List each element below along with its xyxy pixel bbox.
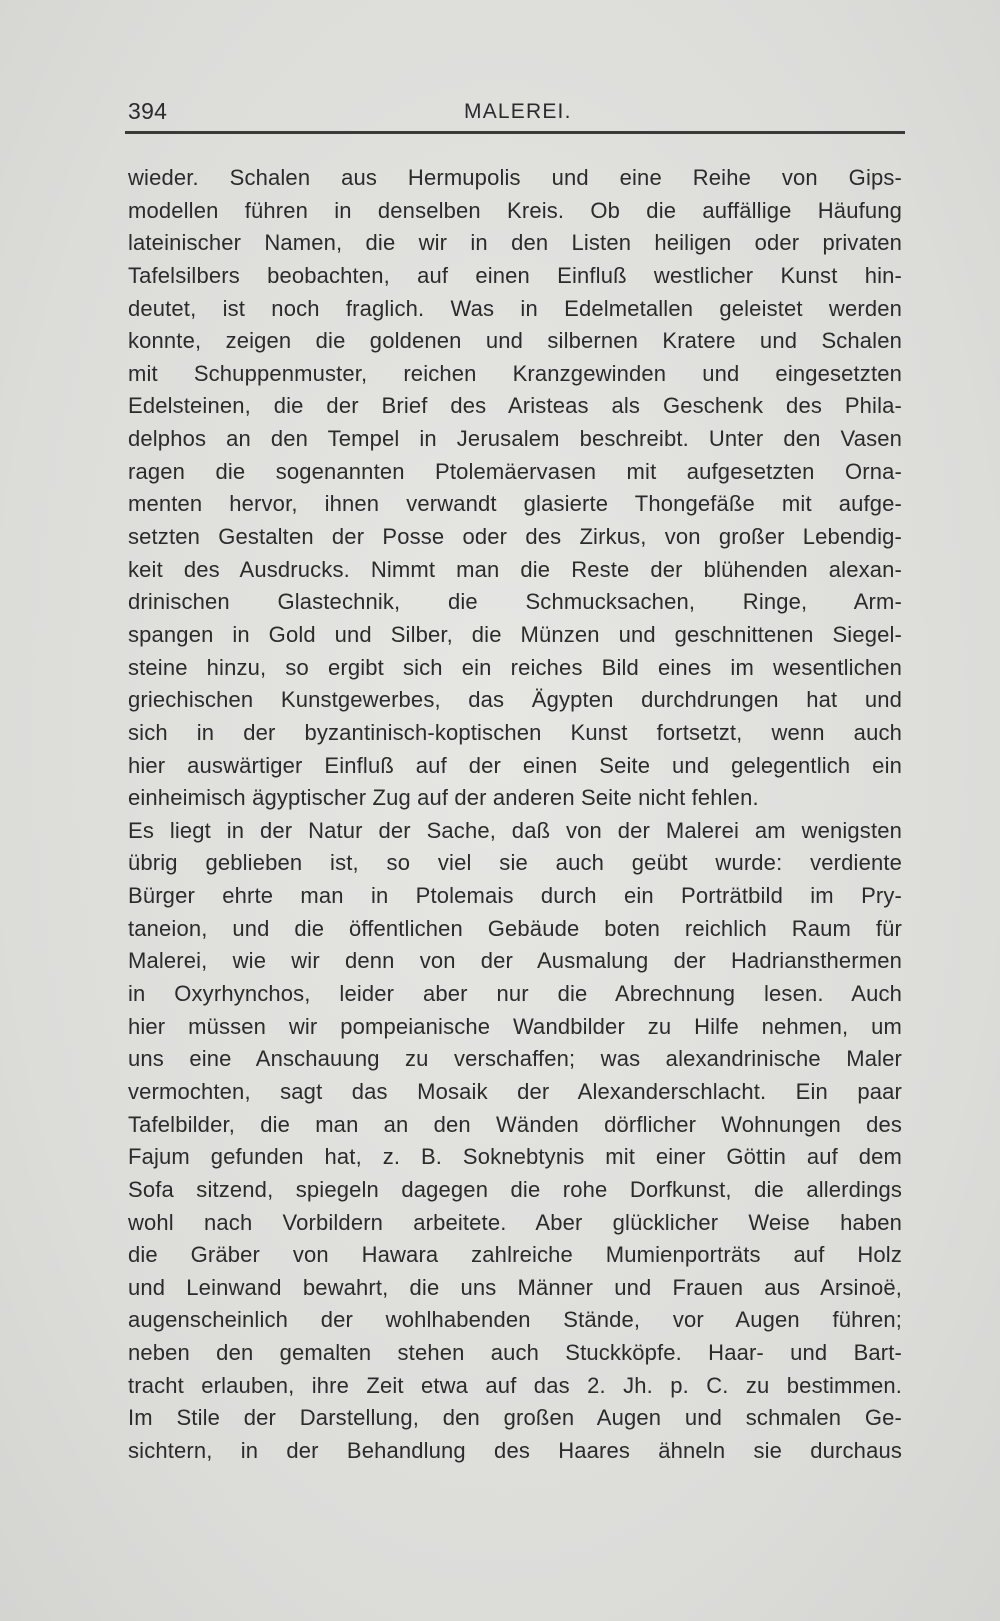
text-line: sich in der byzantinisch-koptischen Kunst fortsetzt, wenn auch	[128, 719, 902, 745]
text-line: drinischen Glastechnik, die Schmucksachen, Ringe, Arm-	[128, 589, 902, 615]
text-line: Bürger ehrte man in Ptolemais durch ein Porträtbild im Pry-	[128, 883, 902, 909]
text-line: und Leinwand bewahrt, die uns Männer und Frauen aus Arsinoë,	[128, 1274, 902, 1300]
text-line: die Gräber von Hawara zahlreiche Mumienporträts auf Holz	[128, 1242, 902, 1268]
text-line: einheimisch ägyptischer Zug auf der anderen Seite nicht fehlen.	[128, 785, 759, 811]
text-line: wohl nach Vorbildern arbeitete. Aber glücklicher Weise haben	[128, 1209, 902, 1235]
running-title: MALEREI.	[464, 100, 572, 123]
text-line: mit Schuppenmuster, reichen Kranzgewinden und eingesetzten	[128, 360, 902, 386]
page-number: 394	[128, 98, 168, 124]
text-line: deutet, ist noch fraglich. Was in Edelmetallen geleistet werden	[128, 295, 902, 321]
text-line: wieder. Schalen aus Hermupolis und eine Reihe von Gips-	[128, 165, 902, 190]
text-line: griechischen Kunstgewerbes, das Ägypten durchdrungen hat und	[128, 687, 902, 713]
text-line: ragen die sogenannten Ptolemäervasen mit aufgesetzten Orna-	[128, 458, 902, 484]
text-line: Tafelsilbers beobachten, auf einen Einfluß westlicher Kunst hin-	[128, 262, 902, 288]
text-line: Im Stile der Darstellung, den großen Augen und schmalen Ge-	[128, 1405, 902, 1431]
text-line: keit des Ausdrucks. Nimmt man die Reste der blühenden alexan-	[128, 556, 902, 582]
text-line: taneion, und die öffentlichen Gebäude boten reichlich Raum für	[128, 915, 902, 941]
text-line: menten hervor, ihnen verwandt glasierte Thongefäße mit aufge-	[128, 491, 902, 517]
page-header	[128, 98, 904, 130]
text-line: Malerei, wie wir denn von der Ausmalung der Hadriansthermen	[128, 948, 902, 974]
text-line: modellen führen in denselben Kreis. Ob die auffällige Häufung	[128, 197, 902, 223]
header-rule	[125, 131, 905, 134]
text-line: Fajum gefunden hat, z. B. Soknebtynis mit einer Göttin auf dem	[128, 1144, 902, 1170]
text-line: setzten Gestalten der Posse oder des Zirkus, von großer Lebendig-	[128, 524, 902, 550]
text-line: hier auswärtiger Einfluß auf der einen Seite und gelegentlich ein	[128, 752, 902, 778]
body-text	[128, 162, 902, 1468]
text-line: lateinischer Namen, die wir in den Listen heiligen oder privaten	[128, 230, 902, 256]
text-line: steine hinzu, so ergibt sich ein reiches Bild eines im wesentlichen	[128, 654, 902, 680]
text-line: Es liegt in der Natur der Sache, daß von der Malerei am wenigsten	[128, 817, 902, 843]
text-line: Sofa sitzend, spiegeln dagegen die rohe Dorfkunst, die allerdings	[128, 1176, 902, 1202]
text-line: hier müssen wir pompeianische Wandbilder zu Hilfe nehmen, um	[128, 1013, 902, 1039]
text-line: neben den gemalten stehen auch Stuckköpfe. Haar- und Bart-	[128, 1340, 902, 1366]
text-line: Tafelbilder, die man an den Wänden dörflicher Wohnungen des	[128, 1111, 902, 1137]
text-line: vermochten, sagt das Mosaik der Alexanderschlacht. Ein paar	[128, 1078, 902, 1104]
text-line: uns eine Anschauung zu verschaffen; was alexandrinische Maler	[128, 1046, 902, 1072]
text-line: sichtern, in der Behandlung des Haares ähneln sie durchaus	[128, 1437, 902, 1463]
text-line: übrig geblieben ist, so viel sie auch geübt wurde: verdiente	[128, 850, 902, 876]
text-line: delphos an den Tempel in Jerusalem beschreibt. Unter den Vasen	[128, 426, 902, 452]
text-line: konnte, zeigen die goldenen und silbernen Kratere und Schalen	[128, 328, 902, 354]
text-line: in Oxyrhynchos, leider aber nur die Abrechnung lesen. Auch	[128, 981, 902, 1007]
text-line: tracht erlauben, ihre Zeit etwa auf das 2. Jh. p. C. zu bestimmen.	[128, 1372, 902, 1398]
text-line: Edelsteinen, die der Brief des Aristeas als Geschenk des Phila-	[128, 393, 902, 419]
text-line: augenscheinlich der wohlhabenden Stände, vor Augen führen;	[128, 1307, 902, 1333]
text-line: spangen in Gold und Silber, die Münzen und geschnittenen Siegel-	[128, 621, 902, 647]
